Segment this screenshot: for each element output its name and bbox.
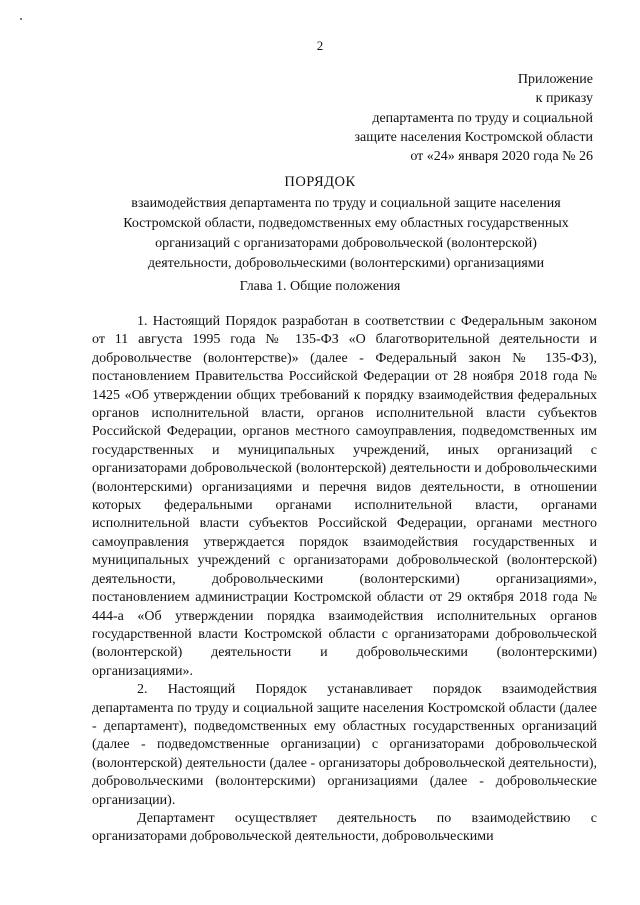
scan-speck — [20, 18, 22, 20]
paragraph-1: 1. Настоящий Порядок разработан в соответствии с Федеральным законом от 11 августа 1995 года № 135-ФЗ «О благотворительной деятельности и добровольчестве (волонтерстве)» (далее - Федеральный закон № 135-ФЗ), постановлением Правительства Российской Федерации от 28 ноября 2018 года № 1425 «Об утверждении общих требований к порядку взаимодействия федеральных органов исполнительной власти, органов исполнительной власти субъектов Российской Федерации, органов местного самоуправления, подведомственных им государственных и муниципальных учреждений, иных организаций с организаторами добровольческой (волонтерской) деятельности и добровольческими (волонтерскими) организациями и перечня видов деятельности, в отношении которых федеральными органами исполнительной власти, органами исполнительной власти субъектов Российской Федерации, органами местного самоуправления утверждается порядок взаимодействия государственных и муниципальных учреждений с организаторами добровольческой (волонтерской) деятельности, добровольческими (волонтерскими) организациями», постановлением администрации Костромской области от 29 октября 2018 года № 444-а «Об утверждении порядка взаимодействия исполнительных органов государственной власти Костромской области с организаторами добровольческой (волонтерской) деятельности и добровольческими (волонтерскими) организациями». — [92, 314, 597, 679]
page-number: 2 — [316, 38, 324, 53]
subtitle-line: организаций с организаторами добровольческой (волонтерской) — [155, 236, 537, 251]
subtitle-line: взаимодействия департамента по труду и социальной защите населения — [131, 196, 561, 211]
annex-line: к приказу — [535, 91, 593, 107]
annex-line: защите населения Костромской области — [354, 129, 593, 145]
document-subtitle — [86, 194, 606, 274]
subtitle-line: деятельности, добровольческими (волонтерскими) организациями — [147, 256, 545, 271]
document-title: ПОРЯДОК — [284, 174, 356, 190]
paragraph-2: 2. Настоящий Порядок устанавливает порядок взаимодействия департамента по труду и социальной защите населения Костромской области (далее - департамент), подведомственных ему областных государственных организаций (далее - подведомственные организации) с организаторами добровольческой (волонтерской) деятельности (далее - организаторы добровольческой деятельности), добровольческими (волонтерскими) организациями (далее - добровольческие организации). — [92, 682, 597, 808]
subtitle-line: Костромской области, подведомственных ему областных государственных — [123, 216, 569, 231]
annex-block — [355, 70, 593, 166]
annex-line: департамента по труду и социальной — [372, 110, 593, 126]
chapter-heading: Глава 1. Общие положения — [239, 279, 401, 294]
paragraph-3: Департамент осуществляет деятельность по взаимодействию с организаторами добровольческой деятельности, добровольческими — [92, 810, 597, 845]
document-body — [92, 313, 597, 847]
annex-line: Приложение — [517, 72, 593, 87]
annex-line: от «24» января 2020 года № 26 — [410, 149, 593, 165]
